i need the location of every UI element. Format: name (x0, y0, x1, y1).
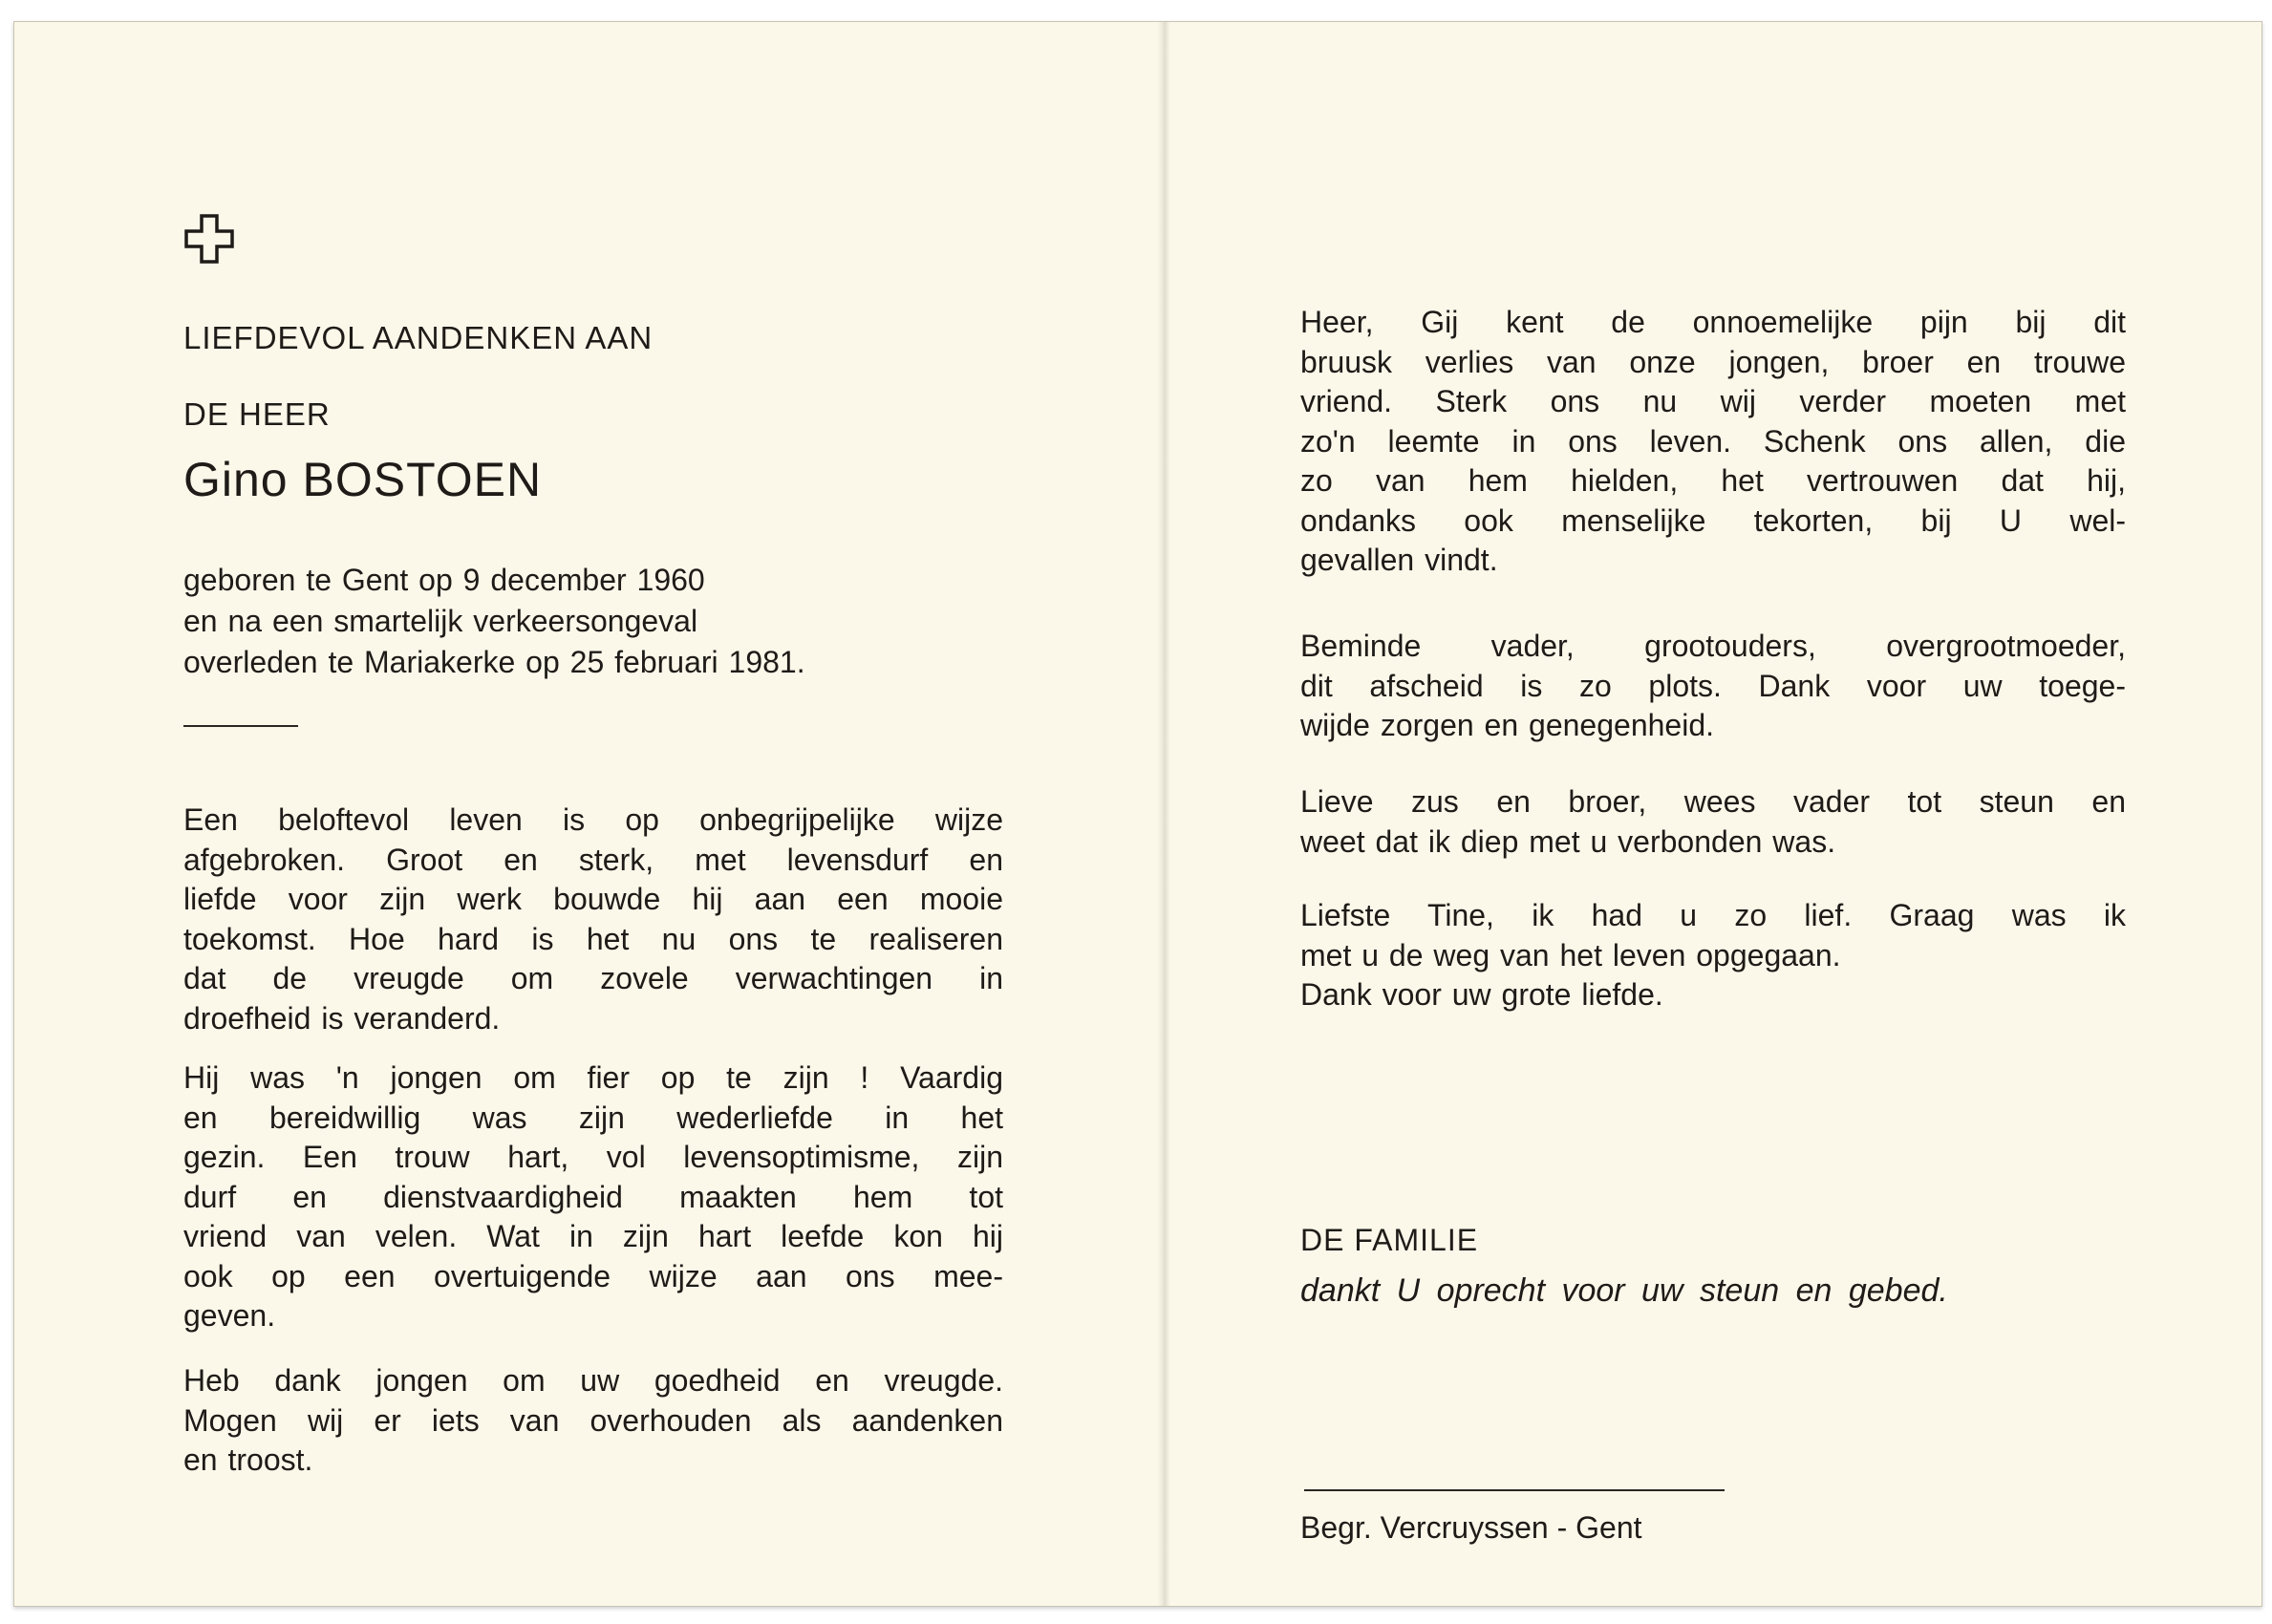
text-line: toekomst. Hoe hard is het nu ons te realiseren (183, 921, 1003, 956)
divider-rule (183, 725, 298, 727)
text-line: Beminde vader, grootouders, overgrootmoeder, (1300, 629, 2126, 663)
text-line: geboren te Gent op 9 december 1960 (183, 563, 705, 597)
cross-icon (183, 213, 235, 265)
left-page (172, 22, 1003, 1606)
title-heading: DE HEER (183, 396, 331, 432)
text-line: dat de vreugde om zovele verwachtingen in (183, 961, 1003, 995)
family-thanks: dankt U oprecht voor uw steun en gebed. (1300, 1272, 1948, 1309)
deceased-name: Gino BOSTOEN (183, 453, 543, 506)
text-line: Heer, Gij kent de onnoemelijke pijn bij dit (1300, 305, 2126, 339)
text-line: geven. (183, 1298, 276, 1333)
text-line: Liefste Tine, ik had u zo lief. Graag was ik (1300, 898, 2126, 932)
text-line: ondanks ook menselijke tekorten, bij U wel- (1300, 502, 2126, 538)
text-line: dit afscheid is zo plots. Dank voor uw toege- (1300, 668, 2126, 703)
text-line: Mogen wij er iets van overhouden als aandenken (183, 1402, 1003, 1438)
text-line: zo van hem hielden, het vertrouwen dat hij, (1300, 463, 2126, 498)
text-line: bruusk verlies van onze jongen, broer en trouwe (1300, 344, 2126, 379)
right-page (1289, 22, 2124, 1606)
text-line: vriend van velen. Wat in zijn hart leefde kon hij (183, 1219, 1003, 1253)
right-paragraph-1 (1300, 303, 2126, 581)
text-line: Hij was 'n jongen om fier op te zijn ! Vaardig (183, 1060, 1003, 1095)
text-line: en bereidwillig was zijn wederliefde in het (183, 1100, 1003, 1135)
left-paragraph-1 (183, 801, 1003, 1038)
text-line: droefheid is veranderd. (183, 1000, 501, 1036)
text-line: ook op een overtuigende wijze aan ons mee- (183, 1258, 1003, 1293)
text-line: weet dat ik diep met u verbonden was. (1300, 823, 1836, 859)
text-line: met u de weg van het leven opgegaan. (1300, 937, 1841, 972)
birth-death-details (183, 560, 1003, 683)
text-line: gezin. Een trouw hart, vol levensoptimisme, zijn (183, 1140, 1003, 1174)
text-line: en na een smartelijk verkeersongeval (183, 604, 698, 638)
signature-rule (1304, 1489, 1725, 1491)
text-line: en troost. (183, 1442, 313, 1477)
text-line: Heb dank jongen om uw goedheid en vreugde. (183, 1363, 1003, 1398)
text-line: Dank voor uw grote liefde. (1300, 977, 1663, 1012)
right-paragraph-2 (1300, 627, 2126, 746)
text-line: liefde voor zijn werk bouwde hij aan een mooie (183, 882, 1003, 916)
memorial-card (13, 21, 2262, 1607)
left-paragraph-3 (183, 1361, 1003, 1481)
dedication-heading: LIEFDEVOL AANDENKEN AAN (183, 320, 654, 355)
text-line: durf en dienstvaardigheid maakten hem tot (183, 1179, 1003, 1214)
text-line: gevallen vindt. (1300, 543, 1498, 577)
family-label: DE FAMILIE (1300, 1223, 1479, 1257)
left-paragraph-2 (183, 1058, 1003, 1336)
text-line: wijde zorgen en genegenheid. (1300, 708, 1714, 742)
text-line: Lieve zus en broer, wees vader tot steun en (1300, 784, 2126, 819)
right-paragraph-3 (1300, 782, 2126, 862)
text-line: Een beloftevol leven is op onbegrijpelijke wijze (183, 802, 1003, 837)
text-line: vriend. Sterk ons nu wij verder moeten met (1300, 384, 2126, 418)
card-fold (1157, 22, 1170, 1606)
right-paragraph-4 (1300, 896, 2126, 1015)
text-line: zo'n leemte in ons leven. Schenk ons allen, die (1300, 423, 2126, 459)
text-line: overleden te Mariakerke op 25 februari 1981. (183, 645, 805, 679)
printer-credit: Begr. Vercruyssen - Gent (1300, 1510, 1642, 1545)
text-line: afgebroken. Groot en sterk, met levensdurf en (183, 842, 1003, 877)
